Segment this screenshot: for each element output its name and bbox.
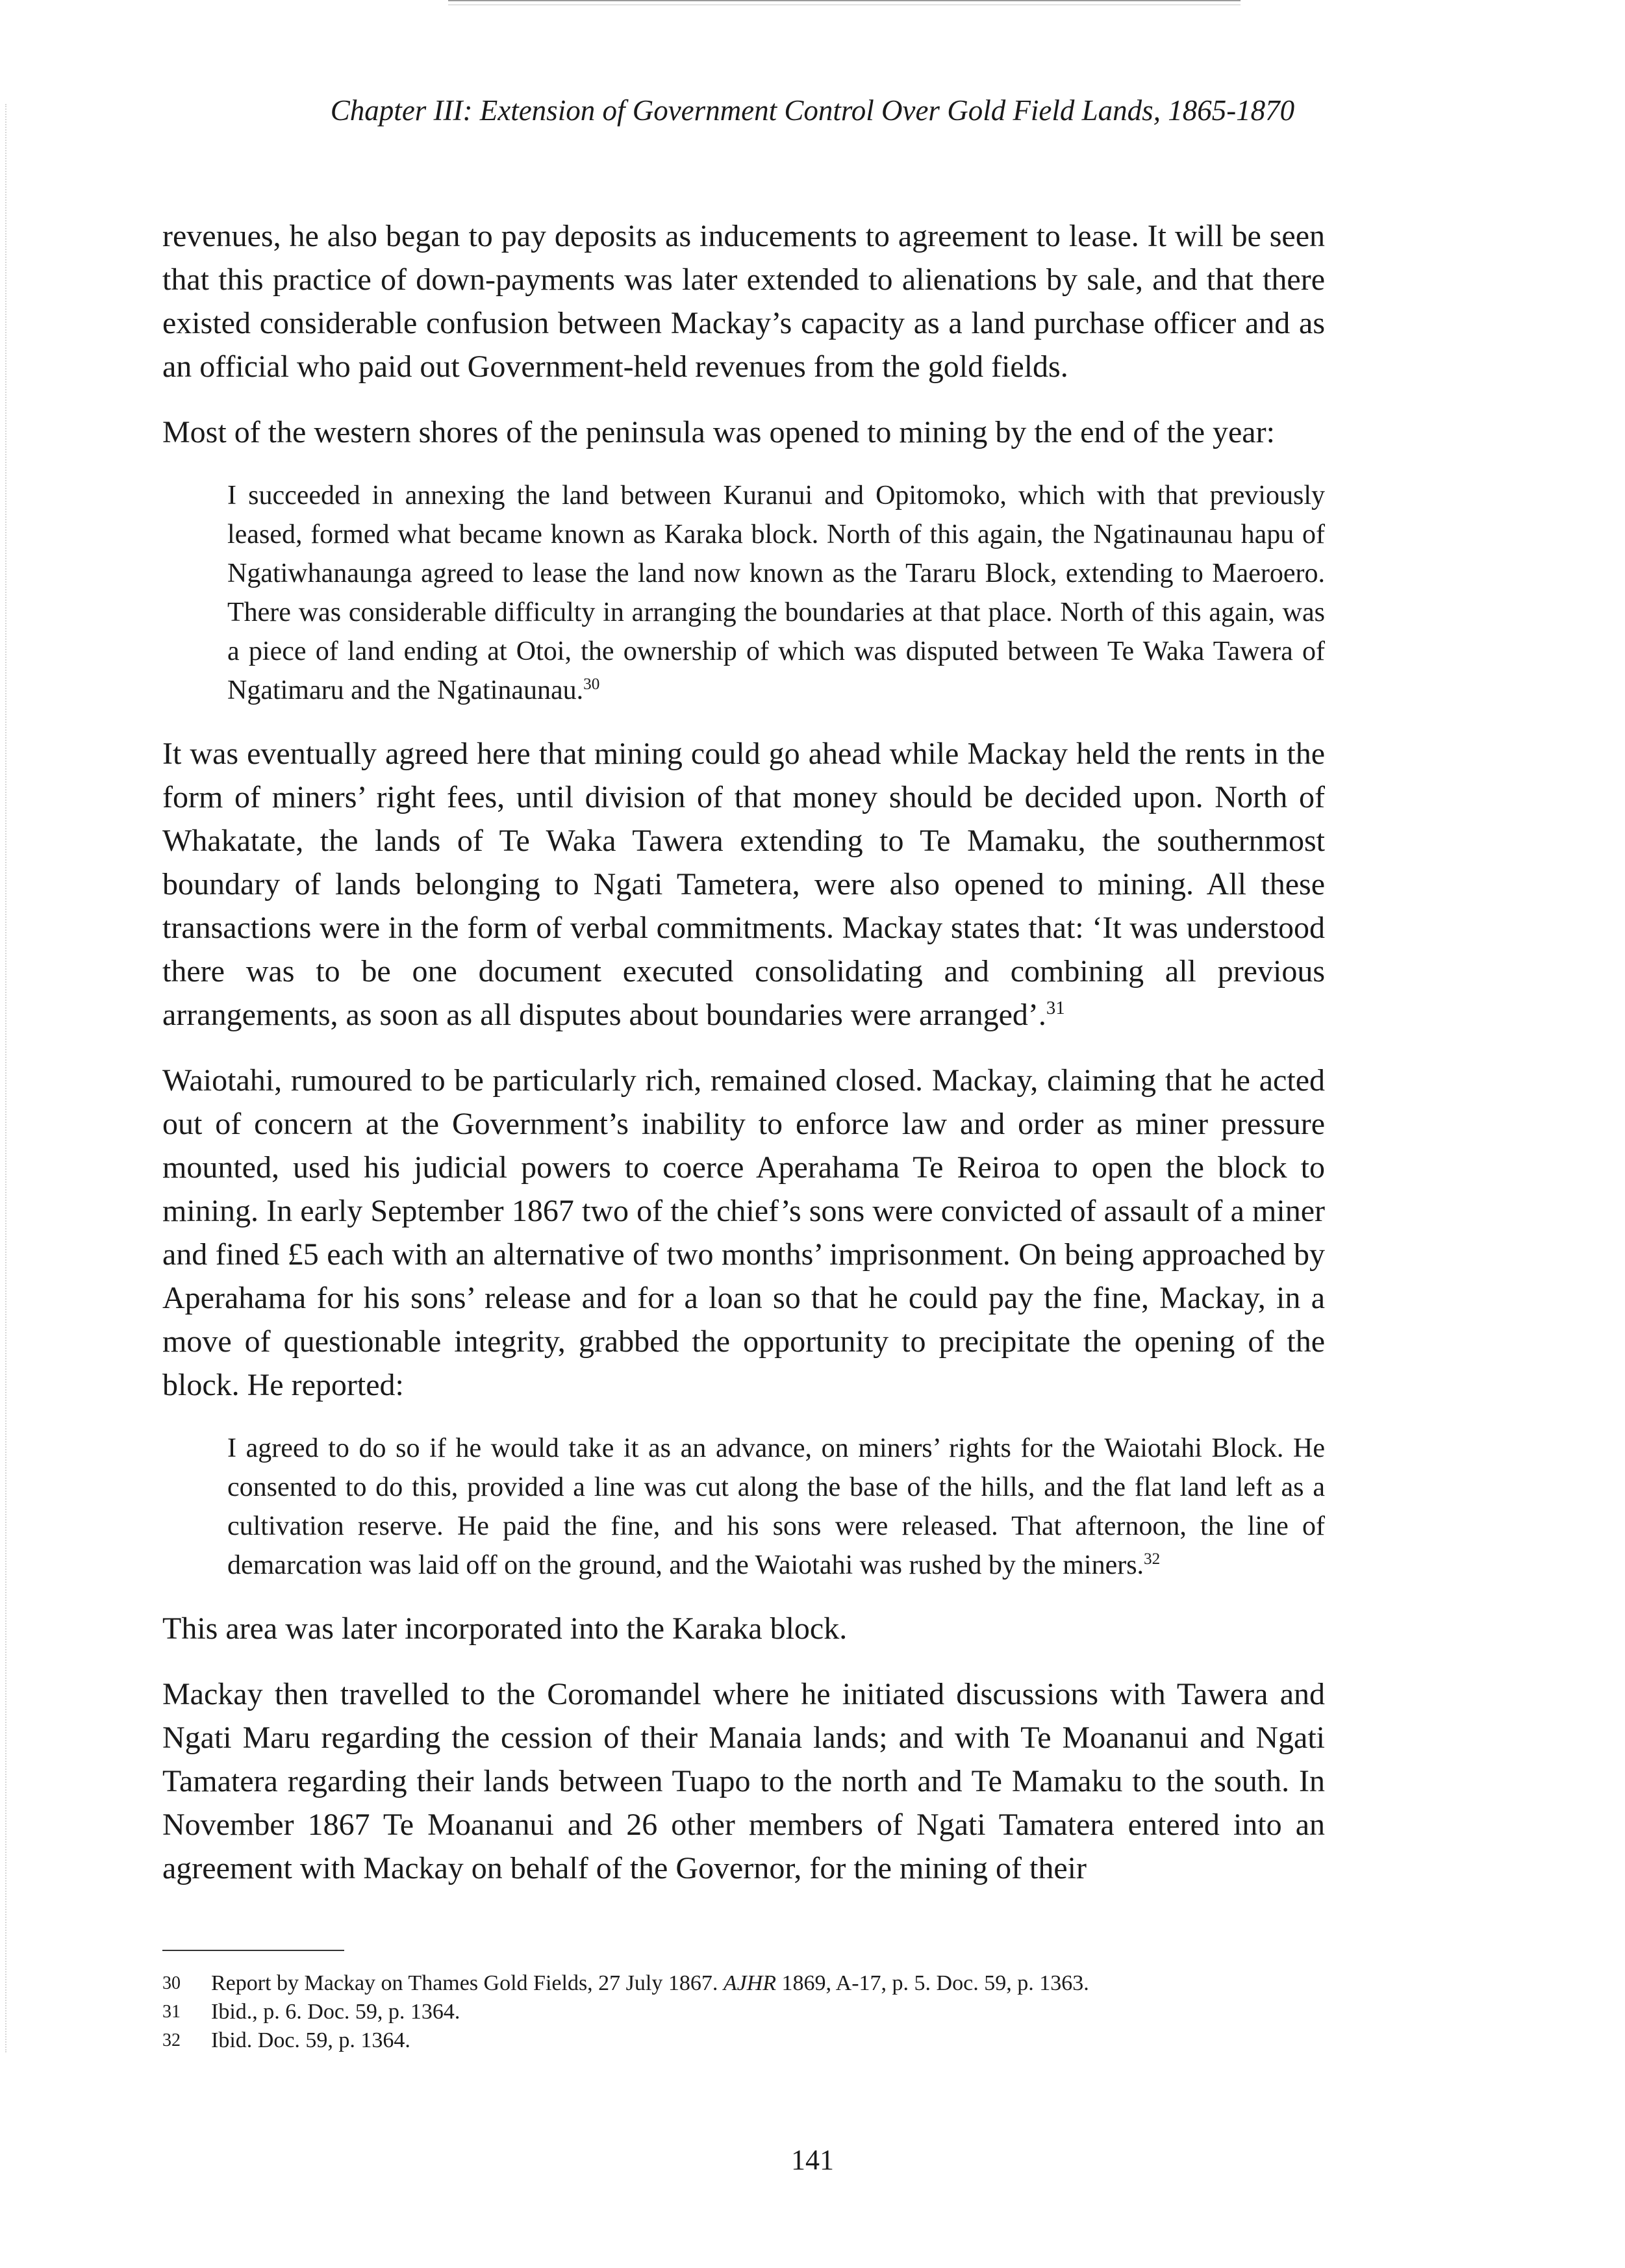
page-number: 141 xyxy=(791,2144,834,2176)
paragraph: Mackay then travelled to the Coromandel where he initiated discussions with Tawera and Ngati Maru regarding the cession of their Manaia lands; and with Te Moananui and Ngati Tamatera regarding their lands between Tuapo to the north and Te Mamaku to the south. In November 1867 Te Moananui and 26 other members of Ngati Tamatera entered into an agreement with Mackay on behalf of the Governor, for the mining of their xyxy=(162,1677,1325,1885)
footnote xyxy=(162,1969,1325,1998)
footnotes xyxy=(162,1969,1325,2055)
footnote-ref[interactable]: 32 xyxy=(1144,1550,1161,1568)
footnote-number: 30 xyxy=(162,1973,181,1993)
block-quote: I succeeded in annexing the land between Kuranui and Opitomoko, which with that previously leased, formed what became known as Karaka block. North of this again, the Ngatinaunau hapu of Ngatiwhanaunga agreed to lease the land now known as the Tararu Block, extending to Maeroero. There was considerable difficulty in arranging the boundaries at that place. North of this again, was a piece of land ending at Otoi, the ownership of which was disputed between Te Waka Tawera of Ngatimaru and the Ngatinaunau.$^{30}$ xyxy=(227,481,1325,705)
paragraph: Waiotahi, rumoured to be particularly rich, remained closed. Mackay, claiming that he acted out of concern at the Government’s inability to enforce law and order as miner pressure mounted, used his judicial powers to coerce Aperahama Te Reiroa to open the block to mining. In early September 1867 two of the chief’s sons were convicted of assault of a miner and fined £5 each with an alternative of two months’ imprisonment. On being approached by Aperahama for his sons’ release and for a loan so that he could pay the fine, Mackay, in a move of questionable integrity, grabbed the opportunity to precipitate the opening of the block. He reported: xyxy=(162,1063,1325,1402)
footnote xyxy=(162,2026,1325,2055)
paragraph: revenues, he also began to pay deposits as inducements to agreement to lease. It will be seen that this practice of down-payments was later extended to alienations by sale, and that there existed considerable confusion between Mackay’s capacity as a land purchase officer and as an official who paid out Government-held revenues from the gold fields. xyxy=(162,219,1325,384)
scan-margin-dots xyxy=(5,104,6,2052)
footnote-rule xyxy=(162,1950,344,1951)
paragraph: It was eventually agreed here that mining could go ahead while Mackay held the rents in the form of miners’ right fees, until division of that money should be decided upon. North of Whakatate, the lands of Te Waka Tawera extending to Te Mamaku, the southernmost boundary of lands belonging to Ngati Tametera, were also opened to mining. All these transactions were in the form of verbal commitments. Mackay states that: ‘It was understood there was to be one document executed consolidating and combining all previous arrangements, as soon as all disputes about boundaries were arranged’.$^{31}$ xyxy=(162,737,1325,1032)
footnote-ref[interactable]: 30 xyxy=(583,675,600,693)
block-quote: I agreed to do so if he would take it as an advance, on miners’ rights for the Waiotahi Block. He consented to do this, provided a line was cut along the base of the hills, and the flat land left as a cultivation reserve. He paid the fine, and his sons were released. That afternoon, the line of demarcation was laid off on the ground, and the Waiotahi was rushed by the miners.$^{32}$ xyxy=(227,1433,1325,1580)
footnote-text: Report by Mackay on Thames Gold Fields, 27 July 1867. AJHR 1869, A-17, p. 5. Doc. 59, p. 1363. xyxy=(211,1971,1089,1995)
paragraph: This area was later incorporated into the Karaka block. xyxy=(162,1611,848,1646)
footnote-text: Ibid. Doc. 59, p. 1364. xyxy=(211,2028,410,2052)
running-head: Chapter III: Extension of Government Control Over Gold Field Lands, 1865-1870 xyxy=(330,94,1295,127)
body-text xyxy=(162,214,1325,1912)
paragraph: Most of the western shores of the peninsula was opened to mining by the end of the year: xyxy=(162,415,1275,449)
footnote-text: Ibid., p. 6. Doc. 59, p. 1364. xyxy=(211,2000,460,2024)
footnote xyxy=(162,1998,1325,2026)
footnote-number: 31 xyxy=(162,2002,181,2022)
footnote-ref[interactable]: 31 xyxy=(1046,998,1065,1018)
top-rule xyxy=(448,0,1241,5)
footnote-number: 32 xyxy=(162,2030,181,2050)
